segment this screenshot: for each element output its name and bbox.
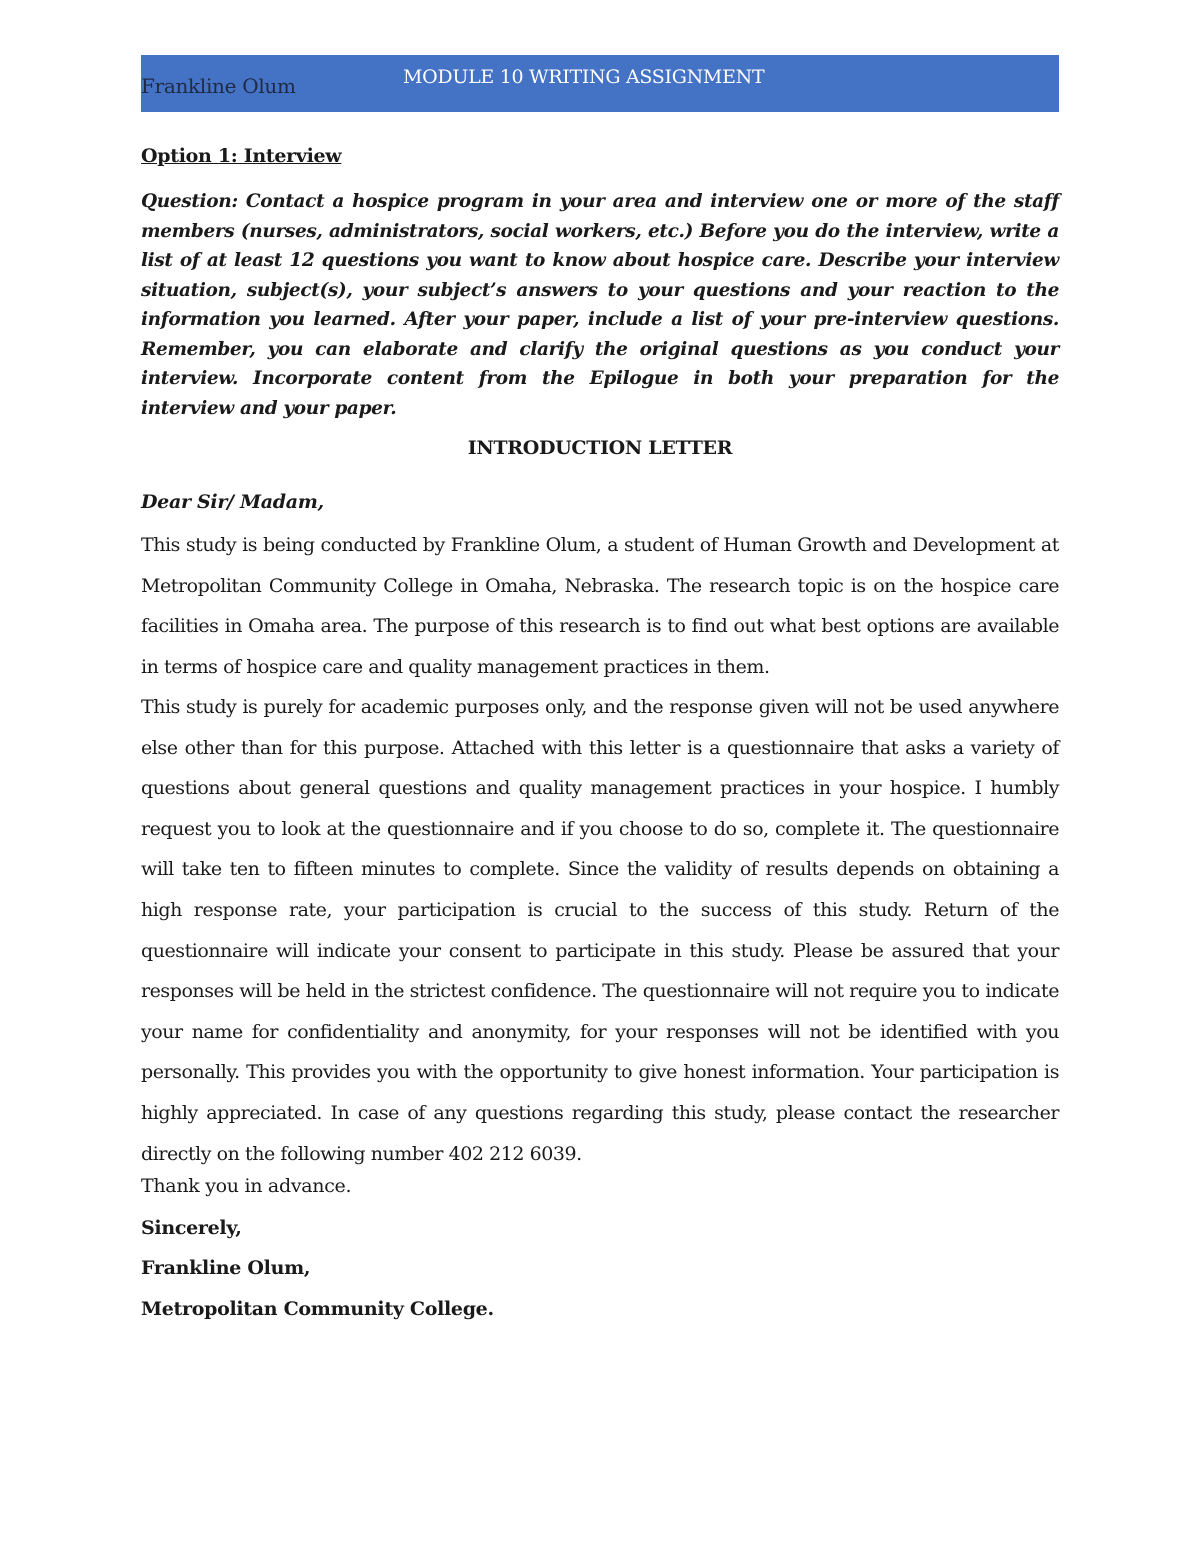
assignment-question: Question: Contact a hospice program in your area and interview one or more of the staff members (nurses, administrators, social workers, etc.) Before you do the interview, write a list of at least 12 questions you want to know about hospice care. Describe your interview situation, subject(s), your subject’s answers to your questions and your reaction to the information you learned. After your paper, include a list of your pre-interview questions. Remember, you can elaborate and clarify the original questions as you conduct your interview. Incorporate content from the Epilogue in both your preparation for the interview and your paper. xyxy=(141,191,1059,419)
option-heading: Option 1: Interview xyxy=(141,145,342,167)
document-title: MODULE 10 WRITING ASSIGNMENT xyxy=(403,66,765,88)
letter-paragraph-1: This study is being conducted by Frankline Olum, a student of Human Growth and Development at Metropolitan Community College in Omaha, Nebraska. The research topic is on the hospice care facilities in Omaha area. The purpose of this research is to find out what best options are available in terms of hospice care and quality management practices in them. xyxy=(141,534,1059,678)
author-name: Frankline Olum xyxy=(141,74,296,98)
header-band xyxy=(141,55,1059,112)
letter-closing: Sincerely, xyxy=(141,1217,242,1239)
letter-heading: INTRODUCTION LETTER xyxy=(467,437,733,459)
signature-organization: Metropolitan Community College. xyxy=(141,1298,494,1320)
document-page xyxy=(141,55,1059,1320)
letter-thanks: Thank you in advance. xyxy=(141,1175,352,1197)
letter-salutation: Dear Sir/ Madam, xyxy=(141,491,324,513)
letter-paragraph-2: This study is purely for academic purposes only, and the response given will not be used anywhere else other than for this purpose. Attached with this letter is a questionnaire that asks a variety of questions about general questions and quality management practices in your hospice. I humbly request you to look at the questionnaire and if you choose to do so, complete it. The questionnaire will take ten to fifteen minutes to complete. Since the validity of results depends on obtaining a high response rate, your participation is crucial to the success of this study. Return of the questionnaire will indicate your consent to participate in this study. Please be assured that your responses will be held in the strictest confidence. The questionnaire will not require you to indicate your name for confidentiality and anonymity, for your responses will not be identified with you personally. This provides you with the opportunity to give honest information. Your participation is highly appreciated. In case of any questions regarding this study, please contact the researcher directly on the following number 402 212 6039. xyxy=(141,696,1059,1165)
signature-name: Frankline Olum, xyxy=(141,1257,311,1279)
